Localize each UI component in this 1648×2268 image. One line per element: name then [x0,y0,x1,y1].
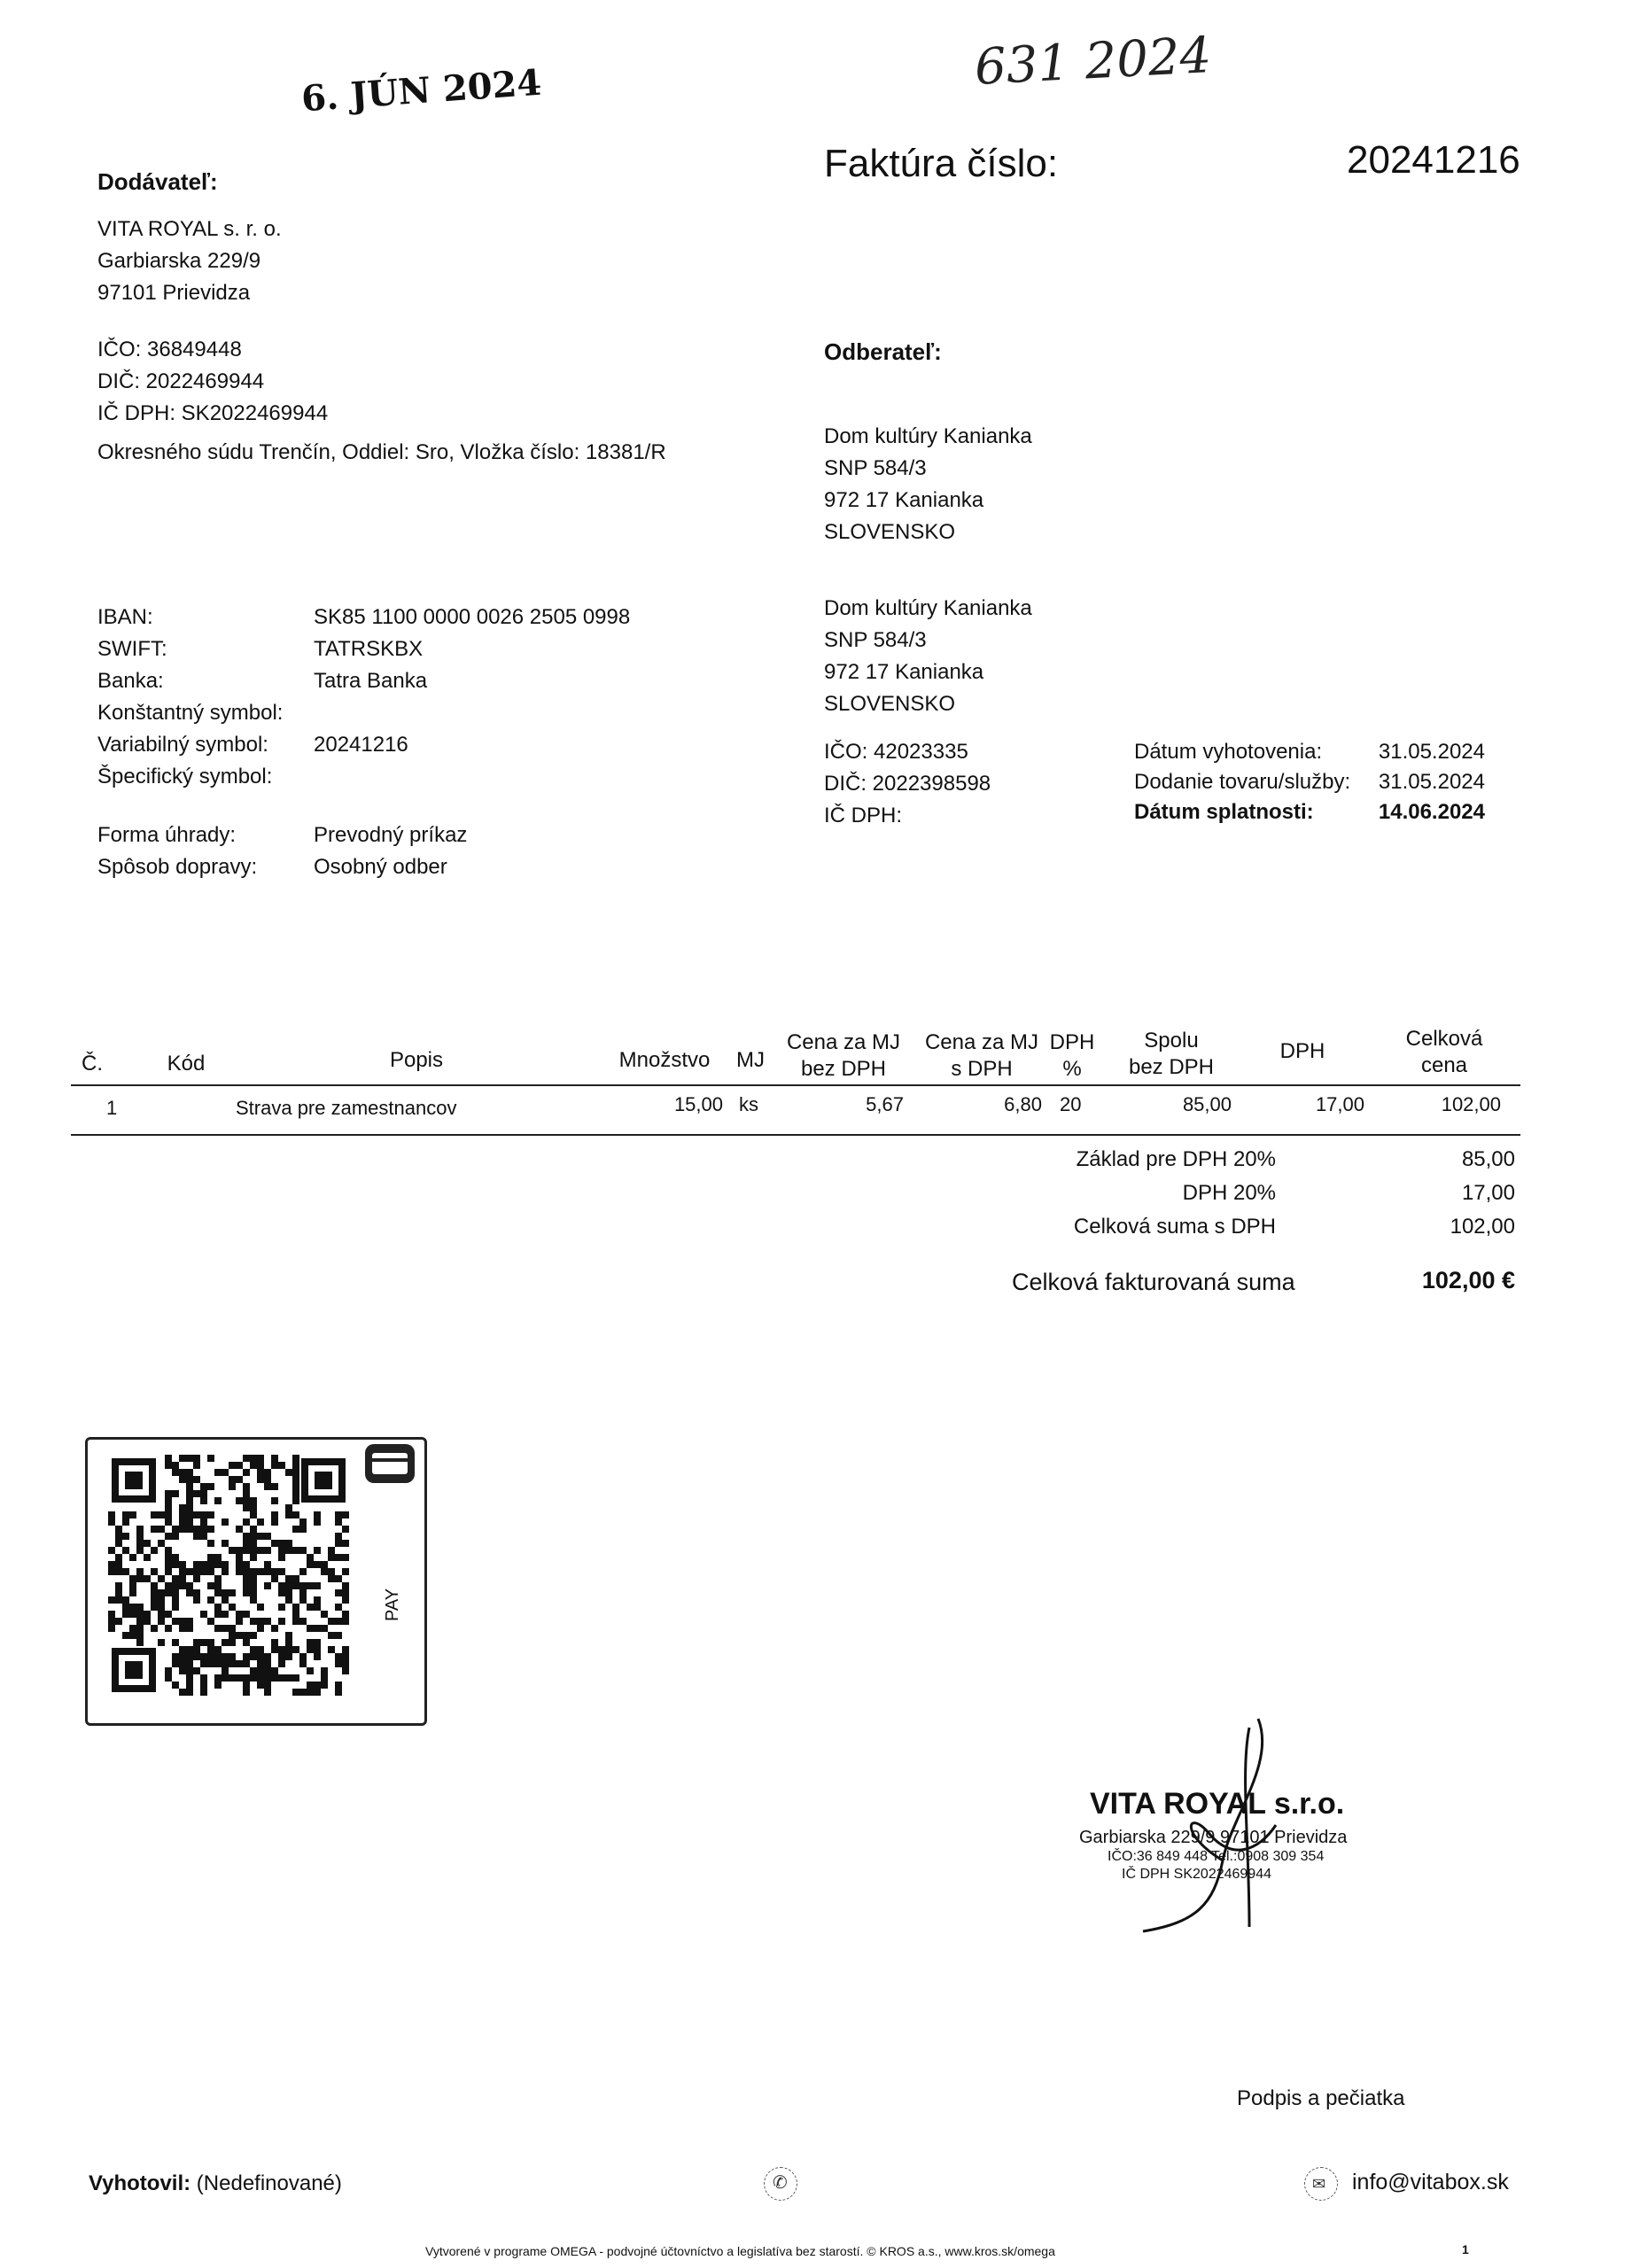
col-header-code: Kód [167,1052,206,1076]
qr-code [105,1451,353,1701]
supplier-dic: DIČ: 2022469944 [97,369,265,393]
stamp-line2: IČO:36 849 448 Tel.:0908 309 354 [1108,1849,1325,1864]
invoiced-total-value: 102,00 € [1421,1267,1515,1293]
delivery-date-label: Dodanie tovaru/služby: [1134,770,1351,794]
col-header-total-excl-line2: bez DPH [1128,1055,1215,1079]
delivery-dic: DIČ: 2022398598 [824,772,991,796]
col-header-description: Popis [389,1048,444,1072]
bank-label: Banka: [97,669,164,693]
issue-date-value: 31.05.2024 [1378,740,1485,764]
invoice-title: Faktúra číslo: [824,142,1059,185]
email-address: info@vitabox.sk [1352,2170,1509,2194]
col-header-unit: MJ [736,1048,765,1072]
summary-base-label: Základ pre DPH 20% [1076,1147,1276,1171]
due-date-value: 14.06.2024 [1378,800,1485,824]
col-header-total-line2: cena [1420,1053,1468,1077]
table-row [0,1091,1648,1127]
row-unit: ks [739,1093,758,1115]
card-payment-icon [365,1444,415,1483]
delivery-name: Dom kultúry Kanianka [824,596,1032,620]
delivery-street: SNP 584/3 [824,628,927,652]
customer-city: 972 17 Kanianka [824,488,984,512]
summary-vat-label: DPH 20% [1182,1181,1276,1205]
customer-country: SLOVENSKO [824,520,956,544]
col-header-vat-pct-line2: % [1062,1057,1082,1081]
variable-symbol-label: Variabilný symbol: [97,733,268,757]
row-total-excl: 85,00 [1182,1093,1232,1115]
row-vat-pct: 20 [1060,1093,1082,1115]
table-header-rule [71,1084,1520,1086]
delivery-country: SLOVENSKO [824,692,956,716]
transport-value: Osobný odber [314,855,447,879]
supplier-street: Garbiarska 229/9 [97,249,261,273]
issue-date-label: Dátum vyhotovenia: [1134,740,1323,764]
col-header-price-excl-line2: bez DPH [800,1057,887,1081]
table-bottom-rule [71,1134,1520,1136]
row-description: Strava pre zamestnancov [236,1097,457,1119]
col-header-vat-pct-line1: DPH [1049,1030,1095,1054]
delivery-ico: IČO: 42023335 [824,740,968,764]
invoice-number: 20241216 [1347,138,1520,182]
col-header-total-line1: Celková [1405,1027,1483,1051]
supplier-name: VITA ROYAL s. r. o. [97,217,282,241]
stamp-line3: IČ DPH SK2022469944 [1122,1867,1271,1882]
iban-label: IBAN: [97,605,153,629]
transport-label: Spôsob dopravy: [97,855,258,879]
summary-total-value: 102,00 [1450,1215,1515,1239]
prepared-by-value: (Nedefinované) [196,2171,342,2195]
col-header-price-incl-line2: s DPH [951,1057,1013,1081]
payment-method-label: Forma úhrady: [97,823,237,847]
page-number: 1 [1462,2242,1469,2256]
pay-side-label: PAY [383,1588,402,1621]
variable-symbol-value: 20241216 [314,733,408,757]
bank-value: Tatra Banka [314,669,428,693]
supplier-ico: IČO: 36849448 [97,338,242,361]
col-header-price-incl-line1: Cena za MJ [924,1030,1039,1054]
phone-icon: ✆ [764,2167,797,2201]
row-price-incl: 6,80 [1004,1093,1042,1115]
customer-name: Dom kultúry Kanianka [824,424,1032,448]
swift-value: TATRSKBX [314,637,424,661]
delivery-city: 972 17 Kanianka [824,660,984,684]
invoiced-total-label: Celková fakturovaná suma [1012,1269,1295,1295]
col-header-vat: DPH [1279,1039,1325,1063]
handwritten-registry-number: 631 2024 [973,27,1213,97]
delivery-date-value: 31.05.2024 [1378,770,1485,794]
customer-street: SNP 584/3 [824,456,927,480]
summary-total-label: Celková suma s DPH [1073,1215,1276,1239]
date-received-stamp: 6. JÚN 2024 [299,61,543,120]
constant-symbol-label: Konštantný symbol: [97,701,284,725]
due-date-label: Dátum splatnosti: [1134,800,1314,824]
col-header-quantity: Množstvo [618,1048,711,1072]
col-header-price-excl-line1: Cena za MJ [786,1030,901,1054]
stamp-line1: Garbiarska 229/9 97101 Prievidza [1079,1828,1348,1847]
email-icon: ✉ [1304,2167,1338,2201]
prepared-by-label: Vyhotovil: [89,2171,191,2195]
supplier-ic-dph: IČ DPH: SK2022469944 [97,401,329,425]
row-no: 1 [106,1097,118,1119]
row-vat: 17,00 [1315,1093,1364,1115]
row-quantity: 15,00 [673,1093,723,1115]
handwritten-signature [1125,1710,1302,1940]
delivery-ic-dph: IČ DPH: [824,804,903,827]
supplier-heading: Dodávateľ: [97,168,218,195]
signature-label: Podpis a pečiatka [1237,2086,1405,2110]
row-price-excl: 5,67 [866,1093,904,1115]
summary-base-value: 85,00 [1461,1147,1515,1171]
stamp-company: VITA ROYAL s.r.o. [1090,1787,1345,1821]
customer-heading: Odberateľ: [824,338,942,365]
swift-label: SWIFT: [97,637,167,661]
specific-symbol-label: Špecifický symbol: [97,765,273,788]
software-footnote: Vytvorené v programe OMEGA - podvojné účtovníctvo a legislatíva bez starostí. © KROS a.s., www.kros.sk/omega [425,2244,1055,2258]
summary-vat-value: 17,00 [1461,1181,1515,1205]
supplier-register: Okresného súdu Trenčín, Oddiel: Sro, Vložka číslo: 18381/R [97,440,666,464]
col-header-total-excl-line1: Spolu [1144,1029,1199,1052]
supplier-city: 97101 Prievidza [97,281,251,305]
row-total: 102,00 [1441,1093,1501,1115]
iban-value: SK85 1100 0000 0026 2505 0998 [314,605,631,629]
col-header-no: Č. [82,1052,103,1076]
payment-method-value: Prevodný príkaz [314,823,468,847]
